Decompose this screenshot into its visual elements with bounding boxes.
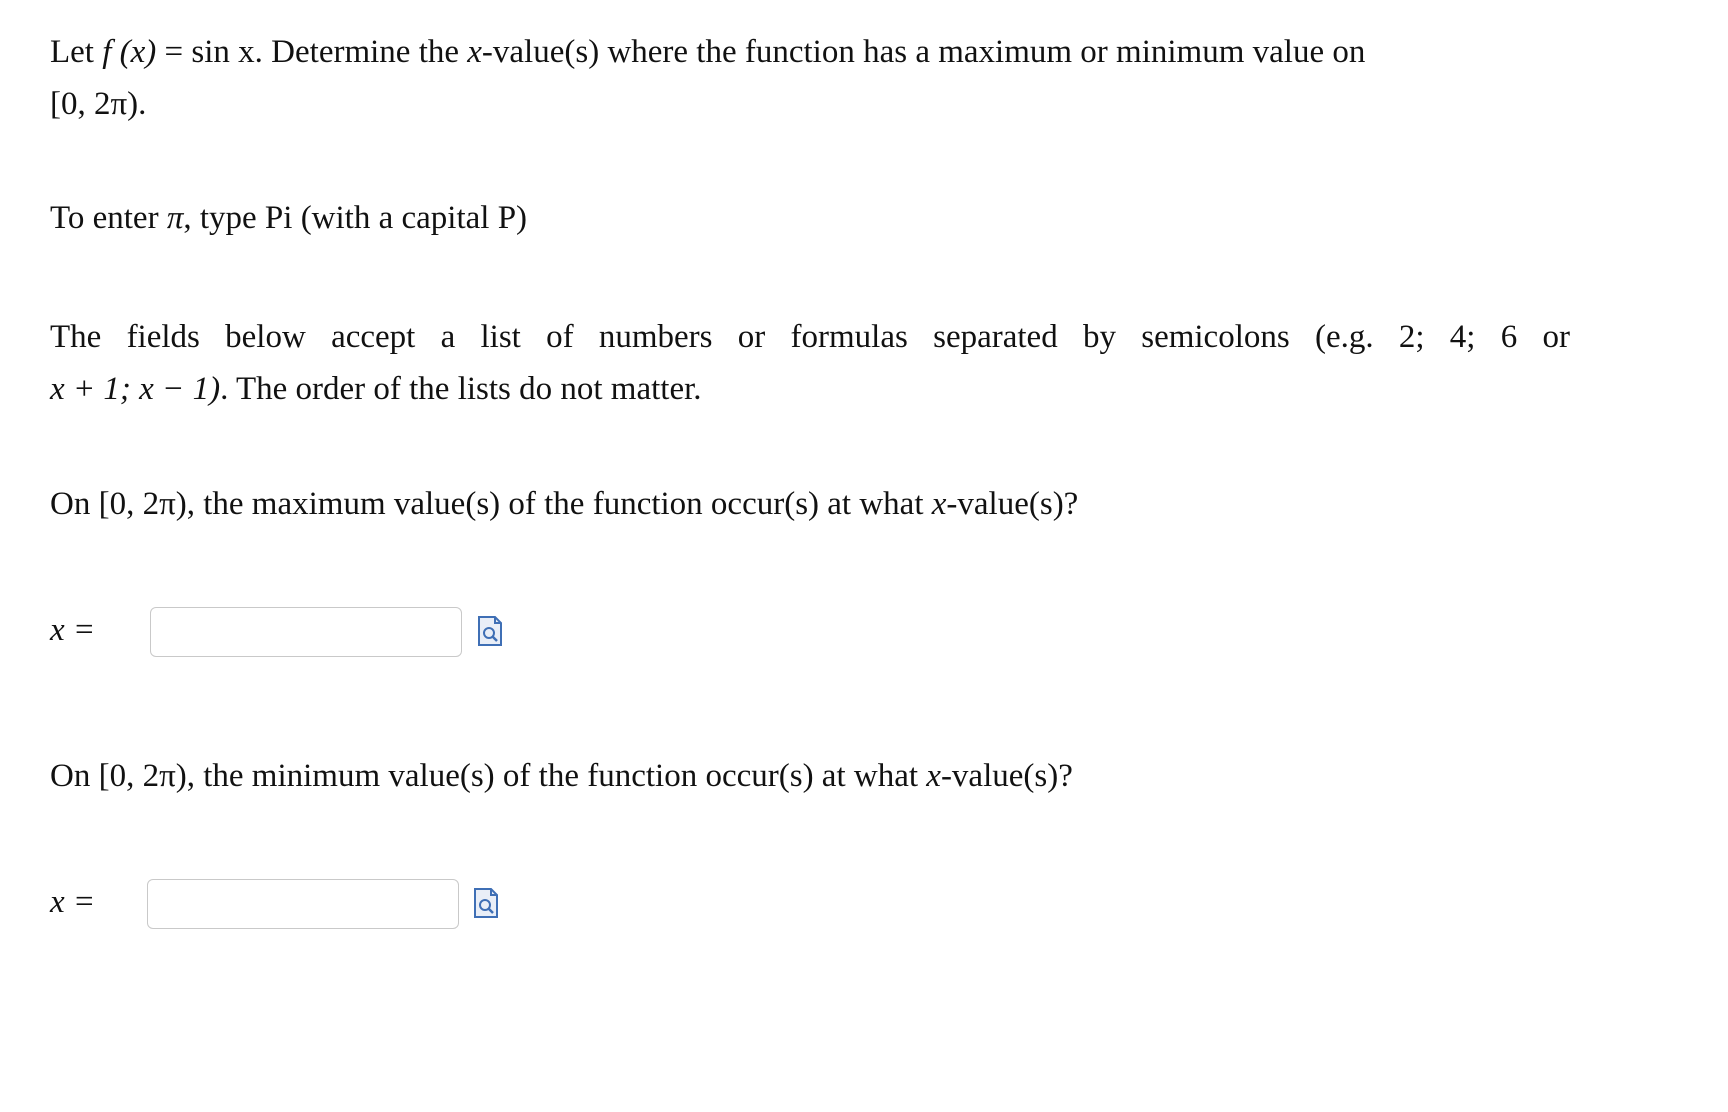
max-question-text: , the maximum value(s) of the function occur(s) at what xyxy=(186,486,932,522)
preview-answer-icon[interactable] xyxy=(477,616,503,646)
function-lhs: f (x) xyxy=(102,34,157,70)
question-text: . Determine the xyxy=(254,34,468,70)
min-question-text: On xyxy=(50,758,99,794)
min-question-text: -value(s)? xyxy=(940,758,1073,794)
pi-hint xyxy=(50,192,527,244)
variable-x: x xyxy=(467,34,482,70)
question-text: Let xyxy=(50,34,103,70)
min-answer-input[interactable] xyxy=(147,879,459,929)
min-question xyxy=(50,750,1073,802)
question-text: -value(s) where the function has a maximum or minimum value on xyxy=(481,34,1366,70)
interval: [0, 2π) xyxy=(50,86,139,122)
variable-x: x xyxy=(926,758,941,794)
max-answer-label: x = xyxy=(50,612,96,648)
period: . xyxy=(138,86,147,122)
max-answer-input[interactable] xyxy=(150,607,462,657)
min-question-text: , the minimum value(s) of the function occur(s) at what xyxy=(186,758,927,794)
instructions-line-2 xyxy=(50,363,1570,415)
equals-sign: = xyxy=(156,34,192,70)
instructions-math: x + 1; x − 1) xyxy=(50,371,221,407)
instructions-line-1: The fields below accept a list of numbers or formulas separated by semicolons (e.g. 2; 4; 6 or xyxy=(50,319,1570,355)
hint-text: To enter xyxy=(50,200,167,236)
list-instructions xyxy=(50,311,1570,415)
hint-text: , type Pi (with a capital P) xyxy=(183,200,528,236)
max-interval: [0, 2π) xyxy=(98,486,187,522)
max-question-text: -value(s)? xyxy=(946,486,1079,522)
variable-x: x xyxy=(931,486,947,522)
pi-symbol: π xyxy=(166,200,184,236)
question-statement xyxy=(50,26,1365,130)
max-question xyxy=(50,478,1078,530)
instructions-text: . The order of the lists do not matter. xyxy=(220,371,702,407)
preview-answer-icon[interactable] xyxy=(473,888,499,918)
function-rhs: sin x xyxy=(191,34,255,70)
max-question-text: On xyxy=(50,486,99,522)
min-interval: [0, 2π) xyxy=(98,758,187,794)
min-answer-label: x = xyxy=(50,884,96,920)
